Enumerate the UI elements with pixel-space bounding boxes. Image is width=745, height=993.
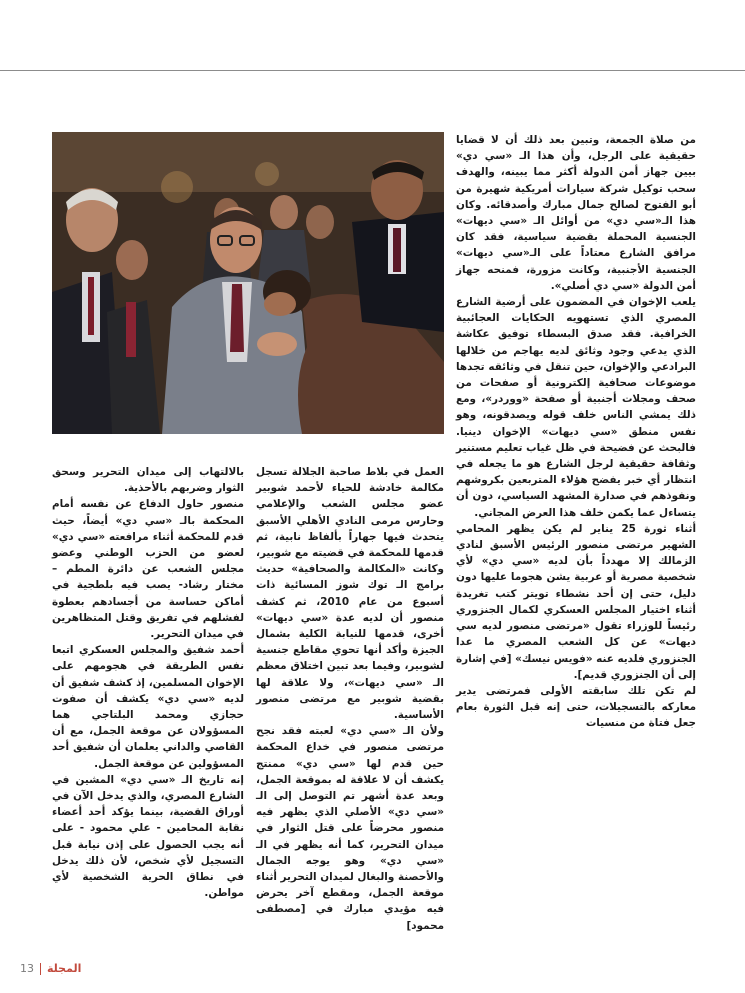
photo-illustration bbox=[52, 132, 444, 434]
paragraph: من صلاة الجمعة، وتبين بعد ذلك أن لا قضايا حقيقية على الرجل، وأن هذا الـ «سي دي» بيين جهاز أمن الدولة أكثر مما يبينه، والهدف سحب توكيل شركة سيارات أمريكية شهيرة من أبو الفتوح لصالح جمال مبارك وأصدقائه. وكان هذا الـ«سي دي» من أوائل الـ «سي ديهات» الجنسية المحملة بقضية سياسية، فقد كان مرافق الشارع معتاداً على الـ«سي ديهات» الجنسية الأجنبية، وكانت مزورة، فمنحه جهاز أمن الدولة «سي دي أصلي». bbox=[456, 134, 696, 292]
article-column-right bbox=[456, 132, 696, 732]
article-photo bbox=[52, 132, 444, 434]
magazine-logo: المجلة bbox=[47, 962, 82, 975]
paragraph: يلعب الإخوان في المضمون على أرضية الشارع المصري الذي تستهويه الحكايات العجائبية الخرافية. فقد صدق البسطاء توفيق عكاشة الذي يدعي وجود وثائق لديه يهاجم من خلالها البرادعي والإخوان، حين تنقل في وثائقه تجدها موضوعات صحافية إلكترونية أو صفحات من صحف ومجلات أجنبية أو صفحة «ووردر»، ومع ذلك يمشي الناس خلف قوله ويصدقونه، وهو نفس منطق «سي ديهات» الإخوان دينيا. فالبحث عن فضيحة في ظل غياب تعليم مستنير وثقافة حقيقية لرجل الشارع هو ما يجعله في انتظار أي خبر يفضح هؤلاء المتربعين بكروشهم ونفوذهم في صدارة المشهد السياسي، دون أن يتساءل عما يكمن خلف هذا العرض المجاني. bbox=[456, 296, 696, 519]
footer-divider bbox=[40, 963, 41, 975]
paragraph: أحمد شفيق والمجلس العسكري اتبعا نفس الطريقة في هجومهم على الإخوان المسلمين، إذ كشف شفيق أن لديه «سي دي» يكشف أن صفوت حجازي ومحمد البلتاجي هما المسؤولان عن موقعة الجمل، مع أن القاصي والداني يعلمان أن شفيق أحد المسؤولين عن موقعة الجمل. bbox=[52, 644, 244, 770]
paragraph: لم تكن تلك سابقته الأولى فمرتضى يدير معاركه بالتسجيلات، حتى إنه قبل الثورة بعام جعل فتاة من منسيات bbox=[456, 684, 696, 730]
page-footer bbox=[20, 962, 81, 975]
page-number: 13 bbox=[20, 962, 34, 975]
paragraph: أثناء ثورة 25 يناير لم يكن يظهر المحامي الشهير مرتضى منصور الرئيس الأسبق لنادي الزمالك إلا مهدداً بأن لديه «سي دي» لأي شخصية مصرية أو عربية يشن هجوما عليها دون دليل، حتى إن أحد نشطاء تويتر كتب تغريدة أثناء اختيار المجلس العسكري لكمال الجنزوري رئيساً للوزراء تقول «مرتضى منصور لديه سي ديهات» عن كل الشعب المصري ما عدا الجنزوري فلديه عنه «فويس نيسك» [في إشارة إلى أن الجنزوري قديم]. bbox=[456, 522, 697, 681]
article-column-left bbox=[52, 464, 244, 901]
paragraph: إنه تاريخ الـ «سي دي» المشين في الشارع المصري، والذي يدخل الآن في أوراق القضية، بينما يؤكد أحد أعضاء نقابة المحامين - علي محمود - على أنه يجب الحصول على إذن نيابة قبل التسجيل لأي شخص، لأن ذلك يدخل في نطاق الحرية الشخصية لأي مواطن. bbox=[52, 773, 244, 900]
article-column-middle bbox=[256, 464, 444, 934]
header-rule bbox=[0, 70, 745, 71]
paragraph: ولأن الـ «سي دي» لعبته فقد نجح مرتضى منصور في خداع المحكمة حين قدم لها «سي دي» ممنتج يكشف أن لا علاقة له بموقعة الجمل، وبعد عدة أشهر تم التوصل إلى الـ «سي دي» الأصلي الذي يظهر فيه منصور محرضاً على قتل الثوار في ميدان التحرير، كما أنه يظهر في الـ «سي دي» وهو يوجه الجمال والأحصنة والبغال لميدان التحرير أثناء موقعة الجمل، ومقطع آخر يحرض فيه مؤيدي مبارك في [مصطفى محمود] bbox=[256, 725, 444, 932]
paragraph: منصور حاول الدفاع عن نفسه أمام المحكمة بالـ «سي دي» أيضاً، حيث قدم للمحكمة أثناء مرافعته «سي دي» لعضو من الحزب الوطني وعضو مجلس الشعب عن دائرة المطم – مختار رشاد- يصب فيه بلطجية في أماكن حساسة من أجسادهم بعطوة لفشلهم في تفريق وقتل المتظاهرين في ميدان التحرير. bbox=[52, 498, 244, 641]
paragraph: العمل في بلاط صاحبة الجلالة تسجل مكالمة خادشة للحياء لأحمد شوبير عضو مجلس الشعب والإعلامي وحارس مرمى النادي الأهلي الأسبق يتحدث فيها جهاراً بألفاظ نابية، ثم قدمها للمحكمة في قضيته مع شوبير، وكانت «المكالمة والصحافية» حديث برامج الـ توك شوز المسائية ذات أسبوع من عام 2010، ثم كشف منصور أن لديه عدة «سي ديهات» أخرى، قدمها للنيابة الكلية بشمال الجيزة وأكد أنها تحوي مقاطع جنسية لشوبير، وفيما بعد تبين اختلاق معظم الـ «سي ديهات»، ولا علاقة لها بقضية شوبير مع مرتضى منصور الأساسية. bbox=[256, 466, 444, 722]
paragraph: بالالتهاب إلى ميدان التحرير وسحق الثوار وضربهم بالأحذية. bbox=[52, 466, 244, 495]
